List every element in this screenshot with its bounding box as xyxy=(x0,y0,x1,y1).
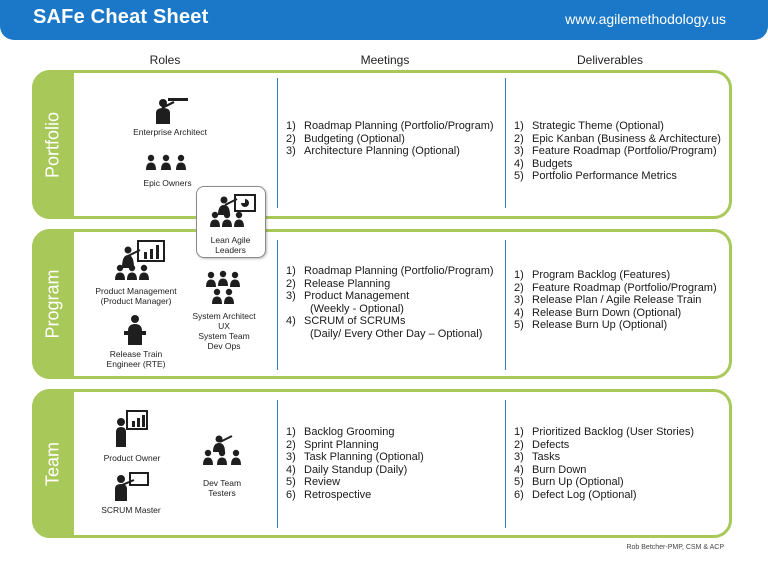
program-deliverables-list xyxy=(514,269,717,332)
column-header-meetings: Meetings xyxy=(360,53,410,67)
portfolio-tab xyxy=(32,70,74,219)
portfolio-meetings-list xyxy=(286,120,494,158)
dev-team-label: Dev Team Testers xyxy=(202,478,242,498)
author-credit: Rob Betcher-PMP, CSM & ACP xyxy=(626,544,724,551)
list-item: 1) Backlog Grooming xyxy=(286,426,395,438)
list-item: 4) Release Burn Down (Optional) xyxy=(514,306,682,319)
list-item: 3) Release Plan / Agile Release Train xyxy=(514,294,702,307)
list-item: 2) Feature Roadmap (Portfolio/Program) xyxy=(514,281,717,294)
release-train-engineer-label: Release Train Engineer (RTE) xyxy=(106,349,166,369)
lean-agile-leaders-icon xyxy=(207,193,257,227)
page-title: SAFe Cheat Sheet xyxy=(33,6,209,28)
column-header-roles: Roles xyxy=(149,53,181,67)
product-owner-label: Product Owner xyxy=(103,453,161,463)
dev-team-icon xyxy=(200,434,246,472)
team-divider-2 xyxy=(505,400,506,528)
column-header-deliverables: Deliverables xyxy=(576,53,644,67)
list-item-continuation: (Weekly - Optional) xyxy=(310,302,404,315)
team-deliverables-list xyxy=(514,426,694,502)
team-label: Team xyxy=(42,441,63,486)
list-item: 5) Burn Up (Optional) xyxy=(514,476,624,489)
list-item: 3) Tasks xyxy=(514,451,561,464)
epic-owners-label: Epic Owners xyxy=(143,178,192,188)
portfolio-deliverables-list xyxy=(514,120,721,183)
epic-owners-icon xyxy=(145,153,189,171)
list-item: 4) Burn Down xyxy=(514,463,587,476)
program-meetings-list xyxy=(286,265,494,341)
enterprise-architect-icon xyxy=(154,97,190,125)
team-meetings-list xyxy=(286,426,424,502)
list-item: 3) Product Management xyxy=(286,290,410,303)
lean-agile-leaders-label: Lean Agile Leaders xyxy=(210,235,251,255)
list-item: 6) Defect Log (Optional) xyxy=(514,488,637,501)
site-url[interactable]: www.agilemethodology.us xyxy=(565,11,726,27)
program-label: Program xyxy=(42,269,63,339)
list-item: 4) SCRUM of SCRUMs xyxy=(286,315,406,328)
scrum-master-icon xyxy=(114,472,150,502)
product-management-label: Product Management (Product Manager) xyxy=(95,286,177,306)
product-owner-icon xyxy=(115,410,149,448)
list-item: 3) Task Planning (Optional) xyxy=(286,451,424,464)
list-item: 1) Roadmap Planning (Portfolio/Program) xyxy=(286,120,494,132)
system-architect-icon xyxy=(203,270,243,306)
list-item: 5) Review xyxy=(286,476,341,489)
list-item: 3) Architecture Planning (Optional) xyxy=(286,145,460,158)
list-item: 2) Budgeting (Optional) xyxy=(286,132,405,145)
team-tab xyxy=(32,389,74,538)
list-item: 2) Epic Kanban (Business & Architecture) xyxy=(514,132,721,145)
portfolio-divider-1 xyxy=(277,78,278,208)
program-tab xyxy=(32,229,74,379)
scrum-master-label: SCRUM Master xyxy=(101,505,161,515)
list-item: 2) Defects xyxy=(514,438,570,451)
product-management-icon xyxy=(114,240,166,280)
release-train-engineer-icon xyxy=(120,314,150,346)
portfolio-label: Portfolio xyxy=(42,111,63,178)
list-item: 2) Sprint Planning xyxy=(286,438,379,451)
list-item: 1) Roadmap Planning (Portfolio/Program) xyxy=(286,265,494,277)
list-item: 1) Program Backlog (Features) xyxy=(514,269,671,281)
system-architect-label: System Architect UX System Team Dev Ops xyxy=(192,311,256,351)
lean-agile-leaders-box xyxy=(196,186,266,258)
header-bar xyxy=(0,0,768,40)
list-item: 2) Release Planning xyxy=(286,277,391,290)
list-item: 1) Strategic Theme (Optional) xyxy=(514,120,664,132)
program-divider-1 xyxy=(277,240,278,370)
list-item: 5) Portfolio Performance Metrics xyxy=(514,170,677,183)
portfolio-divider-2 xyxy=(505,78,506,208)
list-item: 4) Budgets xyxy=(514,157,573,170)
list-item: 5) Release Burn Up (Optional) xyxy=(514,319,668,332)
enterprise-architect-label: Enterprise Architect xyxy=(133,127,207,137)
program-divider-2 xyxy=(505,240,506,370)
list-item: 6) Retrospective xyxy=(286,488,372,501)
list-item-continuation: (Daily/ Every Other Day – Optional) xyxy=(310,327,483,340)
list-item: 1) Prioritized Backlog (User Stories) xyxy=(514,426,694,438)
team-divider-1 xyxy=(277,400,278,528)
list-item: 3) Feature Roadmap (Portfolio/Program) xyxy=(514,145,717,158)
list-item: 4) Daily Standup (Daily) xyxy=(286,463,408,476)
